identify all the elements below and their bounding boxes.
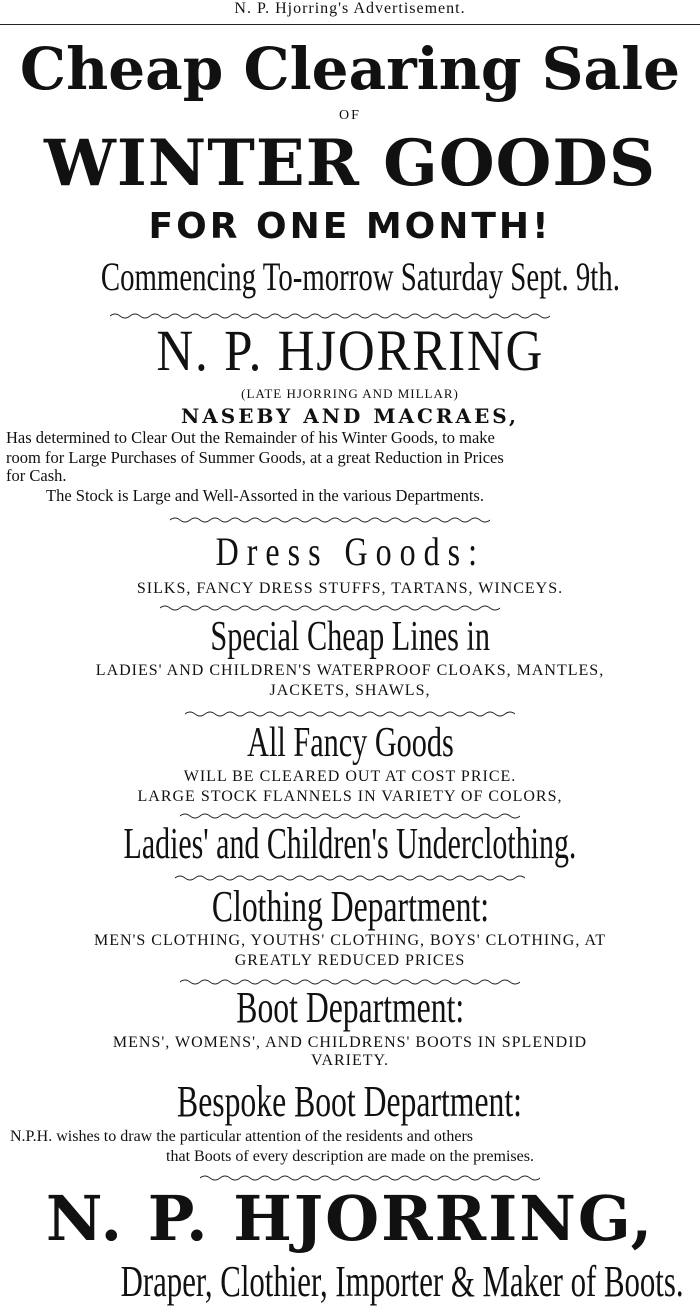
headline: Cheap Clearing Sale: [19, 35, 681, 103]
merchant-name-text: N. P. HJORRING: [156, 318, 544, 383]
clothing-dept-line-1: MEN'S CLOTHING, YOUTHS' CLOTHING, BOYS' CLOTHING, AT: [93, 932, 607, 949]
commencing-text: Commencing To-morrow Saturday Sept. 9th.: [100, 254, 620, 299]
fancy-goods-line-2: LARGE STOCK FLANNELS IN VARIETY OF COLORS,: [137, 788, 563, 805]
commencing-line: [0, 252, 700, 302]
boot-dept-line-1: MENS', WOMENS', AND CHILDRENS' BOOTS IN SPLENDID: [112, 1034, 588, 1051]
footer-name: N. P. HJORRING,: [45, 1182, 655, 1255]
top-rule: [0, 24, 700, 25]
fancy-goods-title: [0, 718, 700, 768]
late-firm: (LATE HJORRING AND MILLAR): [241, 386, 459, 401]
boot-dept-title: [0, 982, 700, 1034]
dress-goods-items: SILKS, FANCY DRESS STUFFS, TARTANS, WINCEYS.: [136, 580, 564, 597]
special-lines-title-text: Special Cheap Lines in: [210, 614, 490, 660]
boot-dept-title-text: Boot Department:: [236, 983, 464, 1032]
wavy-divider: [175, 874, 525, 882]
intro-line-4: The Stock is Large and Well-Assorted in the various Departments.: [46, 486, 484, 505]
footer-trade: [0, 1256, 700, 1308]
boot-dept-line-2: VARIETY.: [310, 1052, 390, 1069]
clothing-dept-title-text: Clothing Department:: [211, 882, 489, 931]
dress-goods-title: [0, 528, 700, 576]
of-label: OF: [339, 108, 361, 123]
bespoke-dept-title-text: Bespoke Boot Department:: [177, 1077, 523, 1126]
bespoke-dept-line-2: that Boots of every description are made on the premises.: [166, 1148, 534, 1165]
intro-line-2: room for Large Purchases of Summer Goods, at a great Reduction in Prices: [6, 448, 504, 467]
intro-line-1: Has determined to Clear Out the Remainder of his Winter Goods, to make: [6, 428, 495, 447]
location: NASEBY AND MACRAES,: [180, 404, 520, 428]
clothing-dept-title: [0, 882, 700, 932]
special-lines-line-2: JACKETS, SHAWLS,: [269, 682, 431, 699]
wavy-divider: [185, 710, 515, 718]
wavy-divider: [200, 1174, 540, 1182]
footer-trade-text: Draper, Clothier, Importer & Maker of Boots.: [120, 1257, 684, 1306]
wavy-divider: [160, 604, 500, 612]
header-caption: N. P. Hjorring's Advertisement.: [234, 0, 466, 17]
wavy-divider: [170, 516, 490, 524]
underclothing-title: [0, 818, 700, 870]
bespoke-dept-title: [0, 1076, 700, 1128]
intro-line-3: for Cash.: [6, 466, 67, 485]
underclothing-title-text: Ladies' and Children's Underclothing.: [123, 819, 577, 868]
special-lines-line-1: LADIES' AND CHILDREN'S WATERPROOF CLOAKS, MANTLES,: [95, 662, 605, 679]
winter-goods: WINTER GOODS: [43, 126, 657, 201]
bespoke-dept-line-1: N.P.H. wishes to draw the particular attention of the residents and others: [10, 1128, 473, 1145]
fancy-goods-title-text: All Fancy Goods: [246, 720, 454, 766]
fancy-goods-line-1: WILL BE CLEARED OUT AT COST PRICE.: [183, 768, 517, 785]
clothing-dept-line-2: GREATLY REDUCED PRICES: [234, 952, 466, 969]
special-lines-title: [0, 612, 700, 662]
dress-goods-title-text: Dress Goods:: [215, 529, 485, 574]
for-one-month: FOR ONE MONTH!: [148, 206, 552, 247]
merchant-name: [0, 318, 700, 384]
